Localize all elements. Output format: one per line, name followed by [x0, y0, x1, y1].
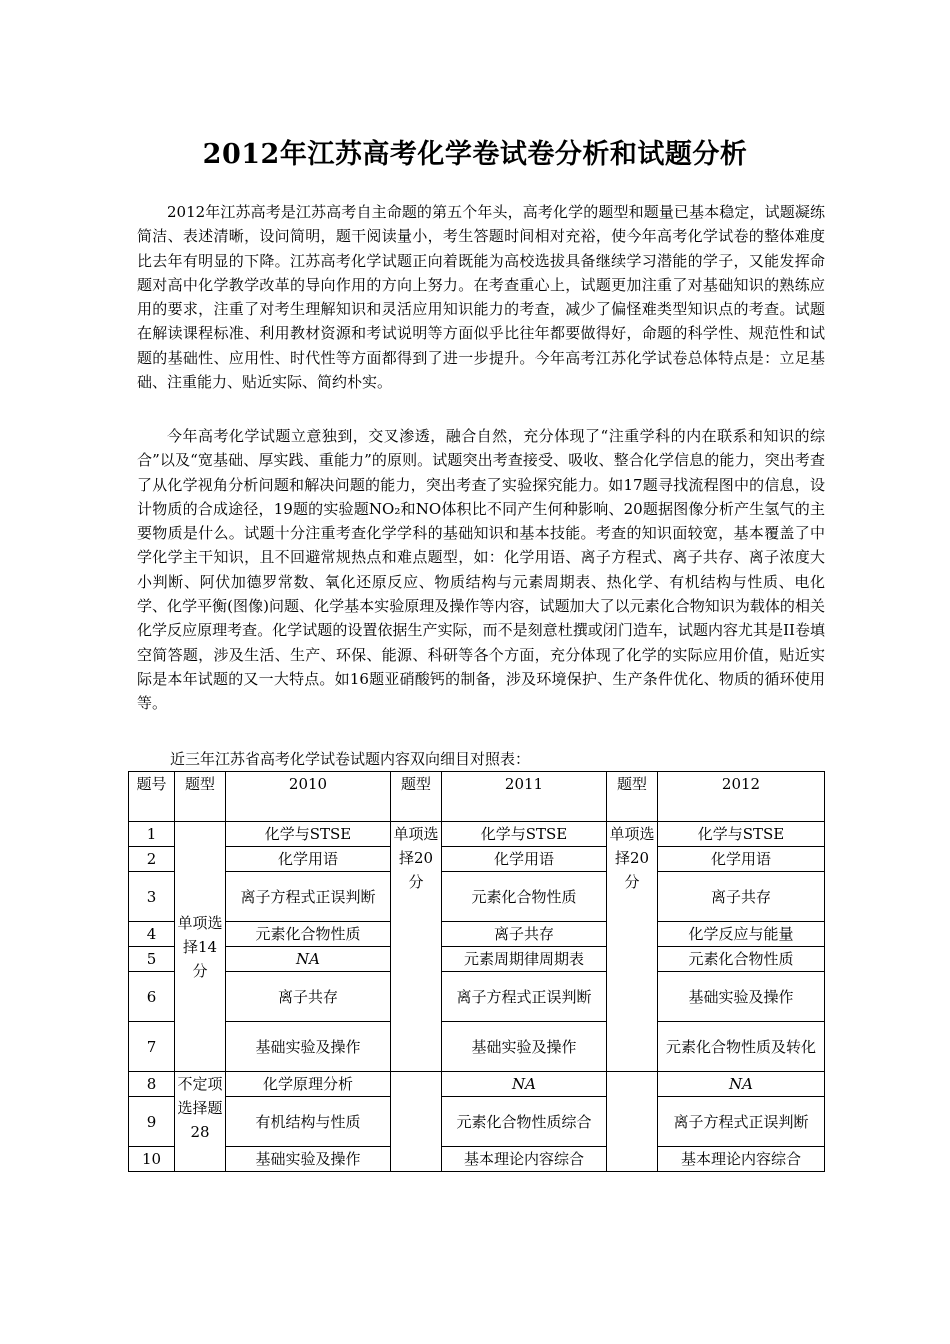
topic-2012: 基础实验及操作	[658, 972, 825, 1022]
topic-2012: 化学反应与能量	[658, 922, 825, 947]
question-number: 9	[129, 1097, 175, 1147]
topic-2010: 基础实验及操作	[226, 1022, 391, 1072]
type-2011-single-choice: 单项选择20分	[391, 822, 442, 1072]
question-number: 1	[129, 822, 175, 847]
topic-2012: 元素化合物性质及转化	[658, 1022, 825, 1072]
topic-2011: 离子共存	[442, 922, 607, 947]
topic-2011: 离子方程式正误判断	[442, 972, 607, 1022]
header-year-2012: 2012	[658, 772, 825, 822]
topic-2010: 元素化合物性质	[226, 922, 391, 947]
type-2011-continued	[391, 1072, 442, 1172]
question-number: 10	[129, 1147, 175, 1172]
header-type-2011: 题型	[391, 772, 442, 822]
topic-2012: 离子共存	[658, 872, 825, 922]
topic-2012: 化学与STSE	[658, 822, 825, 847]
table-row	[129, 872, 825, 922]
header-year-2010: 2010	[226, 772, 391, 822]
comparison-table	[128, 771, 825, 1172]
table-row	[129, 947, 825, 972]
table-header-row	[129, 772, 825, 822]
header-question-number: 题号	[129, 772, 175, 822]
header-type-2010: 题型	[175, 772, 226, 822]
header-year-2011: 2011	[442, 772, 607, 822]
topic-2010: 化学用语	[226, 847, 391, 872]
table-row	[129, 847, 825, 872]
question-number: 5	[129, 947, 175, 972]
header-type-2012: 题型	[607, 772, 658, 822]
topic-2010: 离子方程式正误判断	[226, 872, 391, 922]
topic-2010: 有机结构与性质	[226, 1097, 391, 1147]
question-number: 2	[129, 847, 175, 872]
table-row	[129, 922, 825, 947]
table-row	[129, 822, 825, 847]
topic-2011: 元素化合物性质	[442, 872, 607, 922]
question-number: 6	[129, 972, 175, 1022]
topic-2011: 化学与STSE	[442, 822, 607, 847]
type-2010-single-choice: 单项选择14分	[175, 822, 226, 1072]
table-caption: 近三年江苏省高考化学试卷试题内容双向细目对照表：	[170, 750, 531, 768]
topic-2011-avogadro: NA	[442, 1072, 607, 1097]
topic-2011: 基础实验及操作	[442, 1022, 607, 1072]
paragraph-intro: 2012年江苏高考是江苏高考自主命题的第五个年头，高考化学的题型和题量已基本稳定，试题凝练简洁、表述清晰，设问简明，题干阅读量小，考生答题时间相对充裕，使今年高考化学试卷的整体难度比去年有明显的下降。江苏高考化学试题正向着既能为高校选拔具备继续学习潜能的学子，又能发挥命题对高中化学教学改革的导向作用的方向上努力。在考查重心上，试题更加注重了对基础知识的熟练应用的要求，注重了对考生理解知识和灵活应用知识能力的考查，减少了偏怪难类型知识点的考查。试题在解读课程标准、利用教材资源和考试说明等方面似乎比往年都要做得好，命题的科学性、规范性和试题的基础性、应用性、时代性等方面都得到了进一步提升。今年高考江苏化学试卷总体特点是：立足基础、注重能力、贴近实际、简约朴实。	[137, 203, 825, 392]
topic-2012: 元素化合物性质	[658, 947, 825, 972]
paragraph-analysis: 今年高考化学试题立意独到，交叉渗透，融合自然，充分体现了“注重学科的内在联系和知识的综合”以及“宽基础、厚实践、重能力”的原则。试题突出考查接受、吸收、整合化学信息的能力，突出考查了从化学视角分析问题和解决问题的能力，突出考查了实验探究能力。如17题寻找流程图中的信息，设计物质的合成途径，19题的实验题NO₂和NO体积比不同产生何种影响、20题据图像分析产生氢气的主要物质是什么。试题十分注重考查化学学科的基础知识和基本技能。考查的知识面较宽，基本覆盖了中学化学主干知识，且不回避常规热点和难点题型，如：化学用语、离子方程式、离子共存、离子浓度大小判断、阿伏加德罗常数、氧化还原反应、物质结构与元素周期表、热化学、有机结构与性质、电化学、化学平衡(图像)问题、化学基本实验原理及操作等内容，试题加大了以元素化合物知识为载体的相关化学反应原理考查。化学试题的设置依据生产实际，而不是刻意杜撰或闭门造车，试题内容尤其是II卷填空简答题，涉及生活、生产、环保、能源、科研等各个方面，充分体现了化学的实际应用价值，贴近实际是本年试题的又一大特点。如16题亚硝酸钙的制备，涉及环境保护、生产条件优化、物质的循环使用等。	[137, 427, 825, 713]
question-number: 4	[129, 922, 175, 947]
topic-2011: 元素周期律周期表	[442, 947, 607, 972]
table-row	[129, 1072, 825, 1097]
topic-2010: 基础实验及操作	[226, 1147, 391, 1172]
type-2010-multi-choice: 不定项选择题28	[175, 1072, 226, 1172]
document-title: 2012年江苏高考化学卷试卷分析和试题分析	[202, 139, 748, 170]
table-row	[129, 1022, 825, 1072]
table-row	[129, 972, 825, 1022]
type-2012-single-choice: 单项选择20分	[607, 822, 658, 1072]
topic-2010: 化学原理分析	[226, 1072, 391, 1097]
table-row	[129, 1147, 825, 1172]
topic-2010: 离子共存	[226, 972, 391, 1022]
question-number: 8	[129, 1072, 175, 1097]
question-number: 3	[129, 872, 175, 922]
question-number: 7	[129, 1022, 175, 1072]
topic-2011: 化学用语	[442, 847, 607, 872]
topic-2011: 元素化合物性质综合	[442, 1097, 607, 1147]
topic-2012: 离子方程式正误判断	[658, 1097, 825, 1147]
topic-2012: 化学用语	[658, 847, 825, 872]
topic-2012: 基本理论内容综合	[658, 1147, 825, 1172]
topic-2010-avogadro: NA	[226, 947, 391, 972]
type-2012-continued	[607, 1072, 658, 1172]
topic-2010: 化学与STSE	[226, 822, 391, 847]
topic-2011: 基本理论内容综合	[442, 1147, 607, 1172]
topic-2012-avogadro: NA	[658, 1072, 825, 1097]
table-row	[129, 1097, 825, 1147]
